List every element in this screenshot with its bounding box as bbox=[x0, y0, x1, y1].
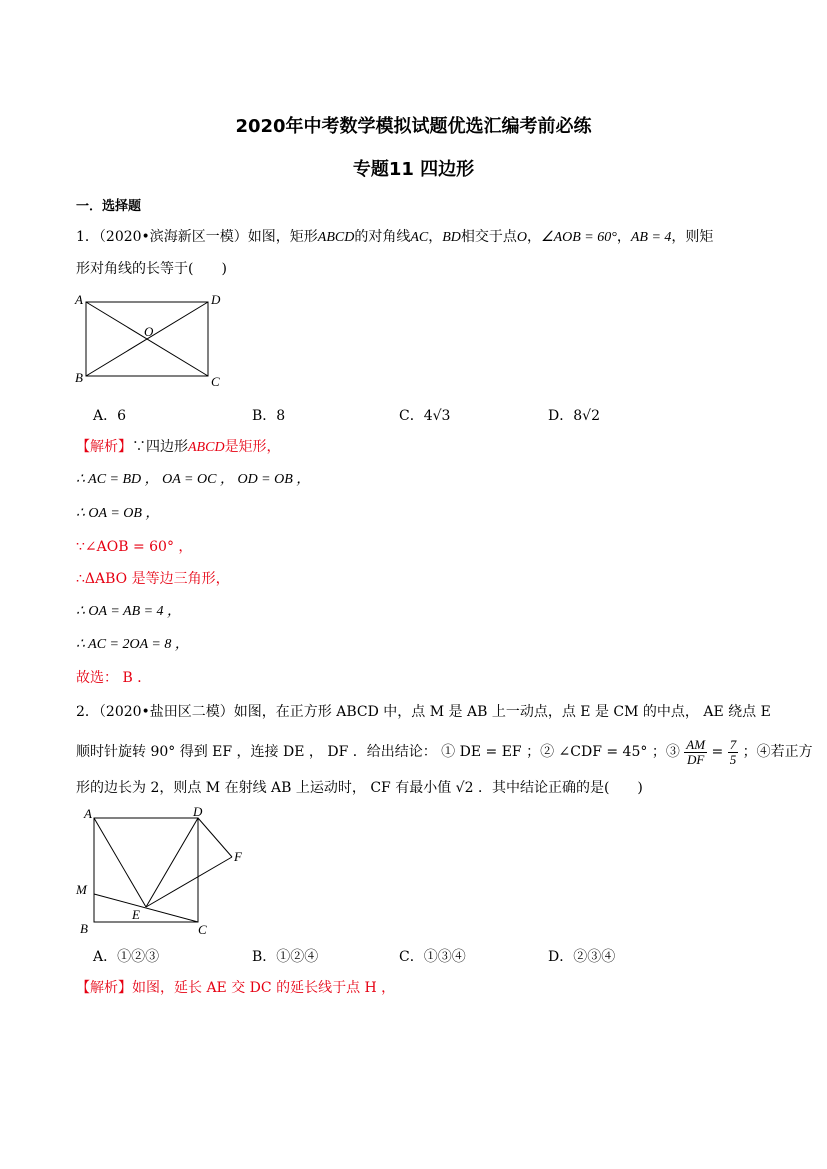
q1-line1 bbox=[76, 227, 713, 248]
q2-sol-text: 如图，延长 AE 交 DC 的延长线于点 H ， bbox=[132, 980, 396, 996]
q2-segment-df bbox=[198, 818, 232, 857]
q2-equals: = bbox=[711, 744, 724, 760]
q2-option-a[interactable] bbox=[93, 946, 159, 966]
q1-option-a-label: A． bbox=[93, 408, 118, 424]
q2-label-a: A bbox=[84, 806, 92, 821]
q1-option-b-label: B． bbox=[252, 408, 277, 424]
q2-solution-line-1 bbox=[76, 978, 395, 998]
q2-frac1-den: DF bbox=[687, 751, 705, 767]
section-heading: 一．选择题 bbox=[76, 199, 142, 214]
q2-option-d[interactable] bbox=[548, 946, 615, 966]
q2-option-d-value: ②③④ bbox=[573, 949, 616, 965]
q1-math-abcd: ABCD bbox=[317, 230, 355, 245]
q2-option-b-label: B． bbox=[252, 949, 277, 965]
q1-label-o: O bbox=[144, 324, 154, 339]
q2-label-c: C bbox=[198, 922, 207, 937]
q1-option-c-label: C． bbox=[399, 408, 424, 424]
q1-label-a: A bbox=[75, 292, 83, 307]
q2-segment-ef bbox=[146, 857, 232, 907]
q1-math-bd: BD bbox=[442, 230, 461, 245]
q1-option-c[interactable] bbox=[399, 405, 450, 425]
q1-math-ab: AB = 4 bbox=[630, 230, 672, 245]
q2-option-c[interactable] bbox=[399, 946, 466, 966]
q2-fraction-7-5 bbox=[728, 738, 739, 767]
q1-text-e: ， bbox=[527, 229, 542, 245]
solution-tag: 【解析】 bbox=[76, 980, 132, 996]
q2-option-d-label: D． bbox=[548, 949, 574, 965]
q2-line2-tail: ；④若正方 bbox=[742, 744, 813, 760]
q1-solution-line-1 bbox=[76, 437, 281, 458]
q2-segment-de bbox=[146, 818, 198, 907]
q1-line2: 形对角线的长等于( ) bbox=[76, 261, 227, 277]
q1-option-b[interactable] bbox=[252, 405, 285, 425]
q2-option-c-label: C． bbox=[399, 949, 424, 965]
q1-solution-line-7: ∴ AC = 2OA = 8 ， bbox=[76, 637, 189, 652]
q2-option-b-value: ①②④ bbox=[276, 949, 319, 965]
q2-label-f: F bbox=[234, 849, 242, 864]
q1-sol-1-suffix: 是矩形， bbox=[224, 439, 281, 455]
q1-option-d-value: 8√2 bbox=[573, 408, 600, 424]
q1-text-c: ， bbox=[428, 229, 443, 245]
q1-solution-line-6: ∴ OA = AB = 4 ， bbox=[76, 604, 182, 619]
q2-label-e: E bbox=[132, 907, 140, 922]
q2-fraction-am-df bbox=[684, 738, 707, 767]
q1-solution-line-5: ∴ΔABO 是等边三角形， bbox=[76, 571, 230, 587]
q1-option-b-value: 8 bbox=[276, 408, 286, 424]
solution-tag: 【解析】 bbox=[76, 439, 132, 455]
q1-solution-line-8: 故选： B ． bbox=[76, 670, 152, 686]
q2-option-a-label: A． bbox=[93, 949, 118, 965]
q2-option-c-value: ①③④ bbox=[423, 949, 466, 965]
q2-figure bbox=[72, 800, 272, 940]
page-subtitle: 专题11 四边形 bbox=[352, 159, 475, 180]
q1-text-g: ，则矩 bbox=[671, 229, 714, 245]
q2-line1: 2．（2020•盐田区二模）如图，在正方形 ABCD 中，点 M 是 AB 上一动点，点 E 是 CM 的中点， AE 绕点 E bbox=[76, 704, 771, 720]
q2-segment-ae bbox=[94, 818, 146, 907]
q2-line2-text: 顺时针旋转 90° 得到 EF ，连接 DE ， DF ．给出结论： ① DE = EF ；② ∠CDF = 45° ；③ bbox=[76, 744, 680, 760]
q2-line2 bbox=[76, 735, 813, 769]
page-title: 2020年中考数学模拟试题优选汇编考前必练 bbox=[235, 116, 592, 137]
q1-math-o: O bbox=[516, 230, 528, 245]
q1-option-d-label: D． bbox=[548, 408, 574, 424]
q1-option-c-value: 4√3 bbox=[423, 408, 451, 424]
q1-text-a: 1．（2020•滨海新区一模）如图，矩形 bbox=[76, 229, 318, 245]
q2-option-b[interactable] bbox=[252, 946, 318, 966]
q1-solution-line-4: ∵∠AOB = 60° ， bbox=[76, 539, 193, 555]
q2-segment-mc bbox=[94, 894, 198, 922]
q1-option-d[interactable] bbox=[548, 405, 600, 425]
q1-solution-line-3: ∴ OA = OB ， bbox=[76, 506, 160, 521]
q1-label-d: D bbox=[211, 292, 221, 307]
q2-label-d: D bbox=[193, 804, 203, 819]
q1-sol-1-math: ABCD bbox=[188, 440, 225, 455]
q2-frac1-num: AM bbox=[686, 736, 706, 752]
q1-solution-line-2: ∴ AC = BD ， OA = OC ， OD = OB ， bbox=[76, 472, 311, 487]
q1-option-a-value: 6 bbox=[117, 408, 127, 424]
q2-label-m: M bbox=[76, 882, 87, 897]
q2-line3: 形的边长为 2，则点 M 在射线 AB 上运动时， CF 有最小值 √2 ．其中结论正确的是( ) bbox=[76, 780, 643, 796]
q1-text-f: ， bbox=[616, 229, 631, 245]
q1-option-a[interactable] bbox=[93, 405, 126, 425]
q2-label-b: B bbox=[80, 921, 88, 936]
q2-frac2-den: 5 bbox=[729, 751, 737, 767]
q1-math-angle: ∠AOB = 60° bbox=[541, 230, 617, 245]
q1-label-c: C bbox=[211, 374, 220, 389]
q1-label-b: B bbox=[75, 370, 83, 385]
q2-option-a-value: ①②③ bbox=[117, 949, 160, 965]
q1-math-ac: AC bbox=[410, 230, 429, 245]
q1-text-d: 相交于点 bbox=[460, 229, 517, 245]
q1-sol-1-text: ∵四边形 bbox=[132, 439, 188, 455]
q2-frac2-num: 7 bbox=[729, 736, 737, 752]
q1-figure bbox=[72, 290, 232, 390]
q1-text-b: 的对角线 bbox=[354, 229, 411, 245]
